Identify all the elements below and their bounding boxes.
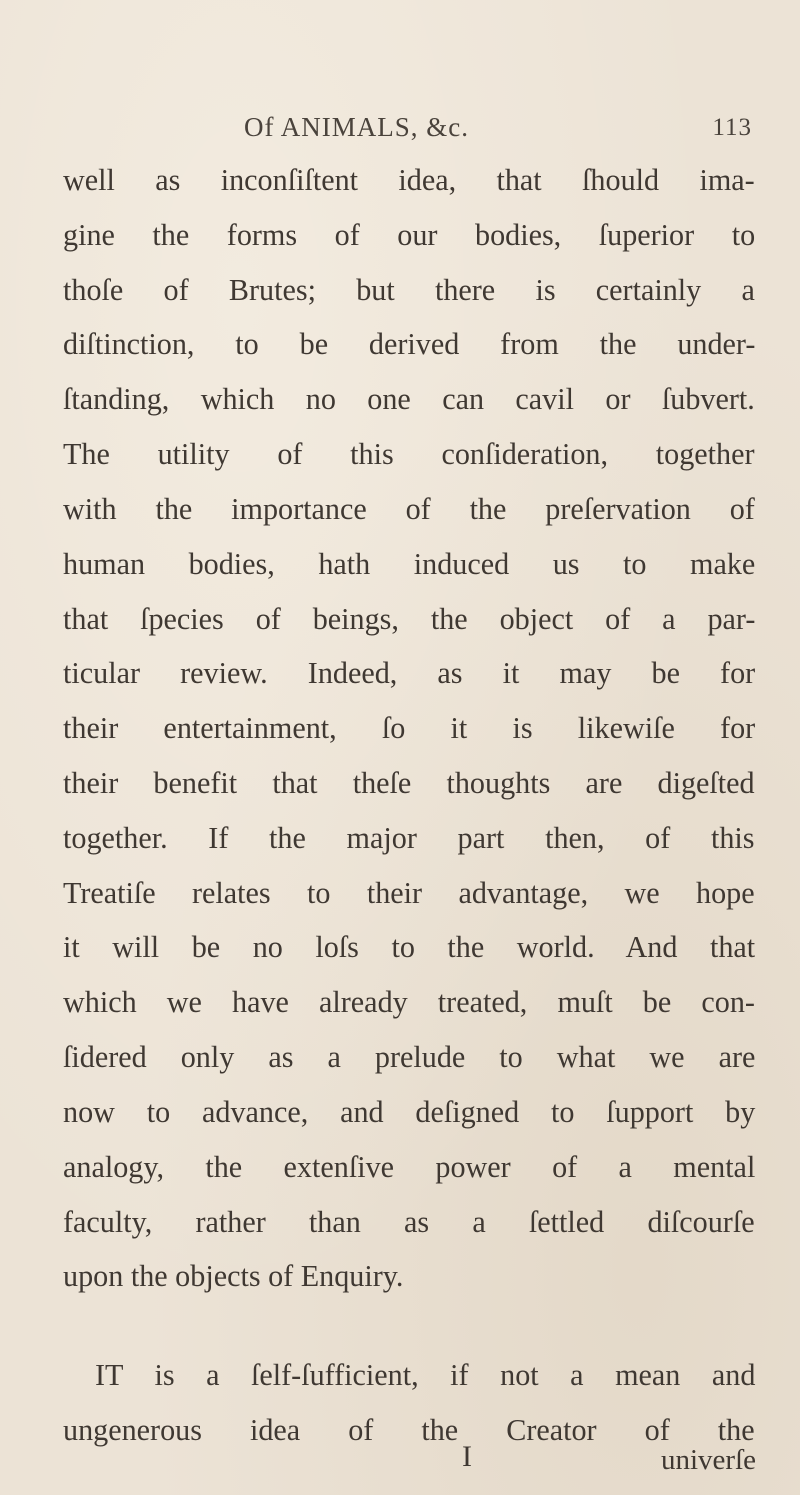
text-line: faculty, rather than as a ſettled diſcourſe (63, 1205, 755, 1239)
running-head-title: Of ANIMALS, &c. (244, 112, 469, 142)
catchword: univerſe (660, 1444, 756, 1476)
text-line: their benefit that theſe thoughts are digeſted (63, 766, 755, 800)
text-line: well as inconſiſtent idea, that ſhould ima- (63, 163, 755, 197)
text-line: which we have already treated, muſt be con- (63, 985, 755, 1019)
text-line: ticular review. Indeed, as it may be for (63, 656, 756, 690)
text-line: now to advance, and deſigned to ſupport by (63, 1095, 756, 1129)
text-line: upon the objects of Enquiry. (63, 1259, 404, 1293)
text-line: it will be no loſs to the world. And that (63, 930, 756, 964)
text-line: The utility of this conſideration, together (63, 437, 755, 471)
text-line: that ſpecies of beings, the object of a par- (63, 602, 756, 636)
text-line: their entertainment, ſo it is likewiſe for (63, 711, 756, 745)
text-line: thoſe of Brutes; but there is certainly a (63, 273, 755, 307)
page-number: 113 (712, 114, 752, 141)
text-line: gine the forms of our bodies, ſuperior to (63, 218, 756, 252)
signature-mark: I (462, 1440, 472, 1473)
text-line: diſtinction, to be derived from the under- (63, 327, 756, 361)
text-line: Treatiſe relates to their advantage, we hope (63, 876, 755, 910)
text-line: with the importance of the preſervation of (63, 492, 755, 526)
text-line: ſidered only as a prelude to what we are (63, 1040, 756, 1074)
running-head (0, 112, 800, 152)
text-line: human bodies, hath induced us to make (63, 547, 756, 581)
text-line: analogy, the extenſive power of a mental (63, 1150, 756, 1184)
text-line: together. If the major part then, of this (63, 821, 755, 855)
text-line: IT is a ſelf-ſufficient, if not a mean and (95, 1358, 756, 1392)
text-line: ungenerous idea of the Creator of the (63, 1413, 755, 1447)
text-line: ſtanding, which no one can cavil or ſubvert. (63, 382, 755, 416)
